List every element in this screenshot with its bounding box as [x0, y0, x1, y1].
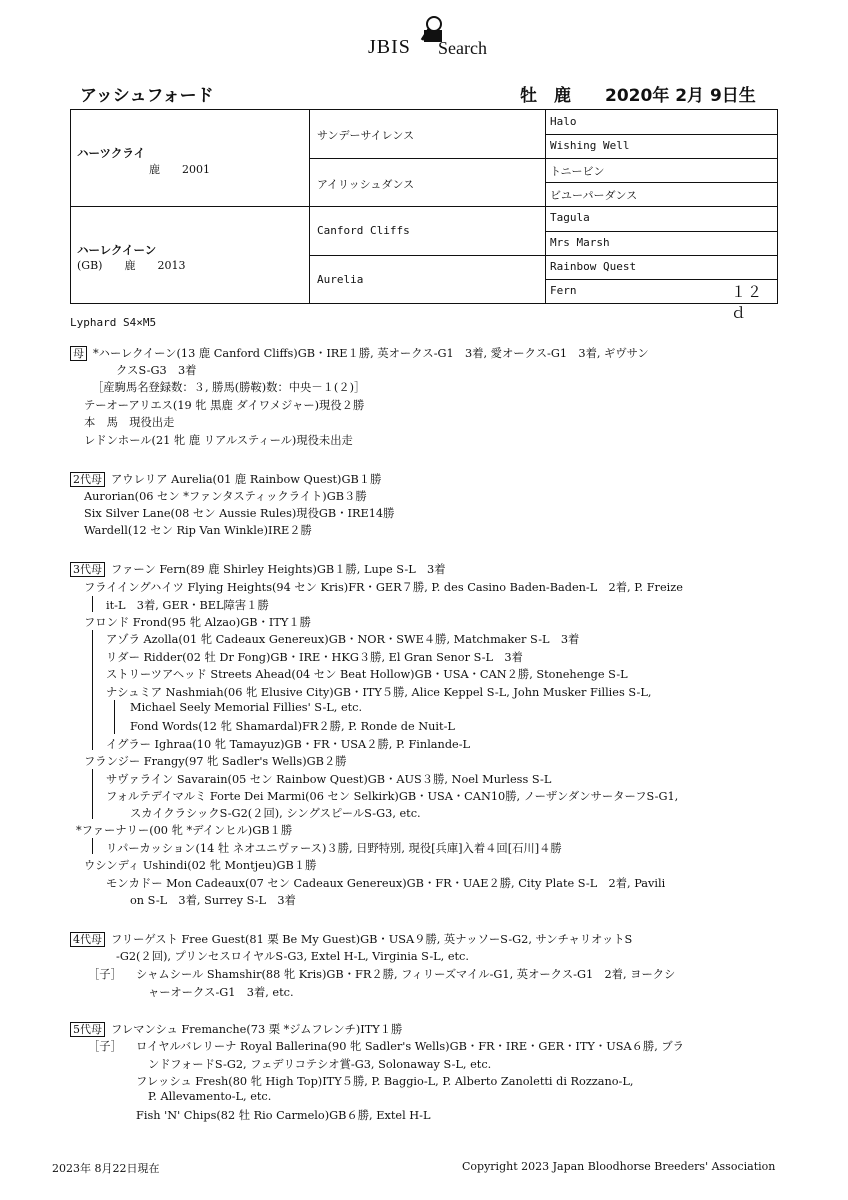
g4-line-5: ャーオークス-G1 3着, etc. [148, 986, 294, 999]
g3-line-11: イグラー Ighraa(10 牝 Tamayuz)GB・FR・USA２勝, P. Finlande-L [106, 738, 471, 751]
sire-sire: サンデーサイレンス [317, 129, 415, 142]
footer-copyright: Copyright 2023 Japan Bloodhorse Breeders' Association [462, 1160, 776, 1173]
g3-line-16: *ファーナリー(00 牝 *デインヒル)GB１勝 [76, 824, 293, 837]
g3-2: Wishing Well [550, 139, 630, 152]
gen-tag-dam: 母 [70, 346, 87, 361]
dam-sire: Canford Cliffs [317, 224, 410, 237]
gen-tag-g5: 5代母 [70, 1022, 105, 1037]
dam-line-6: レドンホール(21 牝 鹿 リアルスティール)現役未出走 [84, 434, 353, 447]
g4-child-tag: ［子］ [88, 968, 122, 981]
g3-line-20: on S-L 3着, Surrey S-L 3着 [130, 894, 296, 907]
gen-tag-g4: 4代母 [70, 932, 105, 947]
pedigree-table [70, 109, 778, 322]
g2-line-3: Six Silver Lane(08 セン Aussie Rules)現役GB・IRE14勝 [84, 507, 395, 520]
g2-line-1: アウレリア Aurelia(01 鹿 Rainbow Quest)GB１勝 [111, 473, 382, 486]
g3-7: Rainbow Quest [550, 260, 637, 273]
family-number: １２ｄ [731, 283, 764, 322]
horse-name: アッシュフォード [80, 86, 214, 106]
gen-tag-g2: 2代母 [70, 472, 105, 487]
g3-6: Mrs Marsh [550, 236, 610, 249]
g3-line-2: フライイングハイツ Flying Heights(94 セン Kris)FR・GER７勝, P. des Casino Baden-Baden-L 2着, P. Freize [84, 581, 683, 594]
g3-line-10: Fond Words(12 牝 Shamardal)FR２勝, P. Ronde de Nuit-L [130, 720, 455, 733]
dam-line-3: ［産駒馬名登録数：３, 勝馬(勝鞍)数：中央－１(２)］ [92, 381, 366, 394]
logo-search: Search [438, 38, 487, 58]
sire-dam: アイリッシュダンス [317, 178, 415, 191]
g4-line-2: -G2(２回), プリンセスロイヤルS-G3, Extel H-L, Virginia S-L, etc. [116, 950, 469, 963]
dam-name: ハーレクイーン [77, 243, 157, 257]
g3-3: トニービン [550, 165, 605, 178]
g3-8: Fern [550, 284, 577, 297]
horse-info: 牡 鹿 2020年 2月 9日生 [520, 86, 756, 106]
g5-child-tag: ［子］ [88, 1040, 122, 1053]
g5-line-1: フレマンシュ Fremanche(73 栗 *ジムフレンチ)ITY１勝 [111, 1023, 403, 1036]
g3-4: ビユーパーダンス [550, 189, 638, 202]
g3-line-13: サヴァライン Savarain(05 セン Rainbow Quest)GB・AUS３勝, Noel Murless S-L [106, 773, 552, 786]
g3-line-18: ウシンディ Ushindi(02 牝 Montjeu)GB１勝 [84, 859, 317, 872]
g3-line-12: フランジー Frangy(97 牝 Sadler's Wells)GB２勝 [84, 755, 347, 768]
g3-line-19: モンカドー Mon Cadeaux(07 セン Cadeaux Genereux)GB・FR・UAE２勝, City Plate S-L 2着, Pavili [106, 877, 666, 890]
g3-1: Halo [550, 115, 577, 128]
sire-detail: 鹿 2001 [149, 163, 210, 176]
gen-tag-g3: 3代母 [70, 562, 105, 577]
sire-name: ハーツクライ [77, 146, 146, 160]
inbreeding: Lyphard S4×M5 [70, 316, 157, 329]
g3-line-4: フロンド Frond(95 牝 Alzao)GB・ITY１勝 [84, 616, 311, 629]
g2-line-4: Wardell(12 セン Rip Van Winkle)IRE２勝 [84, 524, 312, 537]
g4-line-4: シャムシール Shamshir(88 牝 Kris)GB・FR２勝, フィリーズマイル-G1, 英オークス-G1 2着, ヨークシ [136, 968, 676, 981]
dam-detail: (GB) 鹿 2013 [77, 259, 186, 272]
g3-line-6: リダー Ridder(02 牡 Dr Fong)GB・IRE・HKG３勝, El Gran Senor S-L 3着 [106, 651, 523, 664]
g5-line-4: ンドフォードS-G2, フェデリコテシオ賞-G3, Solonaway S-L, etc. [148, 1058, 492, 1071]
g3-line-8: ナシュミア Nashmiah(06 牝 Elusive City)GB・ITY５勝, Alice Keppel S-L, John Musker Fillies S-L, [106, 686, 652, 699]
g3-line-7: ストリーツアヘッド Streets Ahead(04 セン Beat Hollow)GB・USA・CAN２勝, Stonehenge S-L [106, 668, 628, 681]
dam-line-5: 本 馬 現役出走 [84, 416, 175, 429]
g4-line-1: フリーゲスト Free Guest(81 栗 Be My Guest)GB・USA９勝, 英ナッソーS-G2, サンチャリオットS [111, 933, 633, 946]
g3-line-3: it-L 3着, GER・BEL障害１勝 [106, 599, 269, 612]
dam-line-4: テーオーアリエス(19 牝 黒鹿 ダイワメジャー)現役２勝 [84, 399, 365, 412]
jbis-search-logo[interactable] [368, 14, 498, 58]
g3-5: Tagula [550, 211, 590, 224]
g5-line-7: Fish 'N' Chips(82 牡 Rio Carmelo)GB６勝, Extel H-L [136, 1109, 431, 1122]
dam-line-2: クスS-G3 3着 [116, 364, 197, 377]
dam-dam: Aurelia [317, 273, 364, 286]
g2-line-2: Aurorian(06 セン *ファンタスティックライト)GB３勝 [84, 490, 367, 503]
g5-line-6: P. Allevamento-L, etc. [148, 1090, 272, 1103]
g3-line-15: スカイクラシックS-G2(２回), シングスピールS-G3, etc. [130, 807, 421, 820]
dam-line-1: *ハーレクイーン(13 鹿 Canford Cliffs)GB・IRE１勝, 英オークス-G1 3着, 愛オークス-G1 3着, ギヴサン [93, 347, 649, 360]
g3-line-5: アゾラ Azolla(01 牝 Cadeaux Genereux)GB・NOR・SWE４勝, Matchmaker S-L 3着 [106, 633, 580, 646]
g3-line-1: ファーン Fern(89 鹿 Shirley Heights)GB１勝, Lupe S-L 3着 [111, 563, 446, 576]
g3-line-17: リパーカッション(14 牡 ネオユニヴァース)３勝, 日野特別, 現役[兵庫]入着４回[石川]４勝 [106, 842, 562, 855]
logo-jbis: JBIS [368, 36, 411, 58]
g5-line-5: フレッシュ Fresh(80 牝 High Top)ITY５勝, P. Baggio-L, P. Alberto Zanoletti di Rozzano-L, [136, 1075, 634, 1088]
footer-date: 2023年 8月22日現在 [52, 1162, 160, 1175]
g5-line-3: ロイヤルバレリーナ Royal Ballerina(90 牝 Sadler's Wells)GB・FR・IRE・GER・ITY・USA６勝, ブラ [136, 1040, 684, 1053]
g3-line-9: Michael Seely Memorial Fillies' S-L, etc. [130, 701, 363, 714]
g3-line-14: フォルテデイマルミ Forte Dei Marmi(06 セン Selkirk)GB・USA・CAN10勝, ノーザンダンサーターフS-G1, [106, 790, 679, 803]
